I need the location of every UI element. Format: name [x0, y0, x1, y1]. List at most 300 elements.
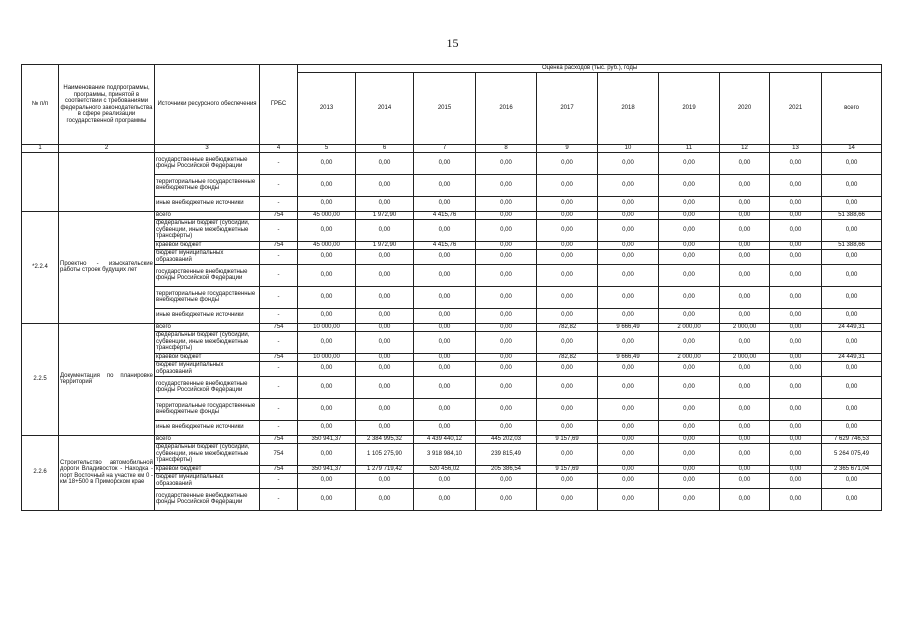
- cost-value: 0,00: [356, 353, 414, 361]
- cost-value: 0,00: [598, 241, 659, 249]
- cost-value: 2 000,00: [659, 353, 720, 361]
- cost-value: 0,00: [537, 473, 598, 488]
- cost-value: 0,00: [414, 323, 476, 331]
- cost-value: 0,00: [770, 308, 822, 323]
- cost-value: 350 941,37: [298, 435, 356, 443]
- cost-value: 0,00: [298, 152, 356, 174]
- grbs-code: -: [260, 376, 298, 398]
- cost-value: 3 918 984,10: [414, 443, 476, 465]
- cost-value: 0,00: [720, 398, 770, 420]
- grbs-code: -: [260, 361, 298, 376]
- cost-value: 0,00: [659, 443, 720, 465]
- cost-value: 0,00: [770, 211, 822, 219]
- cost-value: 0,00: [822, 331, 882, 353]
- cost-value: 0,00: [298, 331, 356, 353]
- cost-value: 0,00: [770, 361, 822, 376]
- cost-value: 0,00: [298, 398, 356, 420]
- cost-value: 0,00: [598, 420, 659, 435]
- item-name: Строительство автомобильной дороги Владивосток - Находка - порт Восточный на участке км 0 - км 18+500 в Приморском крае: [59, 435, 155, 510]
- cost-value: 0,00: [770, 331, 822, 353]
- cost-value: 0,00: [822, 420, 882, 435]
- grbs-code: -: [260, 196, 298, 211]
- cost-value: 0,00: [659, 174, 720, 196]
- cost-value: 0,00: [770, 465, 822, 473]
- cost-value: 0,00: [414, 286, 476, 308]
- year-header: 2014: [356, 73, 414, 145]
- cost-value: 2 365 671,04: [822, 465, 882, 473]
- cost-value: 0,00: [659, 264, 720, 286]
- cost-value: 350 941,37: [298, 465, 356, 473]
- cost-value: 0,00: [356, 376, 414, 398]
- cost-value: 0,00: [476, 211, 537, 219]
- column-number: 2: [59, 145, 155, 153]
- table-row: [22, 323, 882, 331]
- cost-value: 0,00: [414, 196, 476, 211]
- cost-value: 0,00: [298, 361, 356, 376]
- cost-value: 0,00: [356, 323, 414, 331]
- cost-value: 0,00: [770, 196, 822, 211]
- cost-value: 0,00: [598, 443, 659, 465]
- cost-value: 0,00: [414, 331, 476, 353]
- cost-value: 0,00: [598, 398, 659, 420]
- grbs-code: -: [260, 488, 298, 510]
- grbs-code: -: [260, 286, 298, 308]
- cost-value: 0,00: [822, 376, 882, 398]
- cost-value: 0,00: [822, 249, 882, 264]
- cost-value: 0,00: [770, 323, 822, 331]
- funding-source: иные внебюджетные источники: [155, 308, 260, 323]
- grbs-code: -: [260, 331, 298, 353]
- cost-value: 0,00: [720, 361, 770, 376]
- table-row: [22, 152, 882, 174]
- cost-value: 51 388,66: [822, 241, 882, 249]
- cost-value: 0,00: [598, 376, 659, 398]
- cost-value: 0,00: [822, 473, 882, 488]
- column-number: 3: [155, 145, 260, 153]
- cost-value: 205 386,54: [476, 465, 537, 473]
- cost-value: 1 972,90: [356, 211, 414, 219]
- cost-value: 0,00: [720, 211, 770, 219]
- cost-value: 0,00: [537, 211, 598, 219]
- item-number: 2.2.5: [22, 323, 59, 435]
- cost-value: 0,00: [356, 286, 414, 308]
- cost-value: 0,00: [298, 488, 356, 510]
- funding-source: бюджет муниципальных образований: [155, 249, 260, 264]
- grbs-code: -: [260, 264, 298, 286]
- column-number: 9: [537, 145, 598, 153]
- item-number: *2.2.4: [22, 211, 59, 323]
- cost-value: 0,00: [598, 465, 659, 473]
- column-number: 1: [22, 145, 59, 153]
- header-num: № п/п: [22, 65, 59, 145]
- cost-value: 0,00: [476, 264, 537, 286]
- cost-value: 0,00: [720, 286, 770, 308]
- cost-value: 0,00: [659, 286, 720, 308]
- page-number: 15: [446, 36, 459, 50]
- year-header: 2019: [659, 73, 720, 145]
- funding-source: территориальные государственные внебюджетные фонды: [155, 398, 260, 420]
- cost-value: 0,00: [414, 264, 476, 286]
- cost-value: 0,00: [770, 420, 822, 435]
- cost-value: 0,00: [356, 152, 414, 174]
- cost-value: 0,00: [356, 264, 414, 286]
- year-header: 2020: [720, 73, 770, 145]
- cost-value: 0,00: [298, 219, 356, 241]
- column-number: 4: [260, 145, 298, 153]
- cost-value: 0,00: [414, 249, 476, 264]
- cost-value: 0,00: [598, 264, 659, 286]
- header-name: Наименование подпрограммы, программы, принятой в соответствии с требованиями федерального законодательства в сфере реализации государственной программы: [59, 65, 155, 145]
- year-header: 2018: [598, 73, 659, 145]
- cost-value: 24 449,31: [822, 353, 882, 361]
- column-number: 14: [822, 145, 882, 153]
- cost-value: 0,00: [598, 361, 659, 376]
- cost-value: 9 157,69: [537, 435, 598, 443]
- cost-value: 0,00: [298, 174, 356, 196]
- cost-value: 782,82: [537, 353, 598, 361]
- cost-value: 0,00: [720, 465, 770, 473]
- cost-value: 0,00: [414, 420, 476, 435]
- year-header: 2021: [770, 73, 822, 145]
- column-number: 13: [770, 145, 822, 153]
- cost-value: 4 415,76: [414, 241, 476, 249]
- cost-value: 4 415,76: [414, 211, 476, 219]
- cost-value: 0,00: [720, 219, 770, 241]
- cost-value: 0,00: [598, 219, 659, 241]
- cost-value: 0,00: [598, 249, 659, 264]
- column-number: 12: [720, 145, 770, 153]
- cost-value: 0,00: [720, 420, 770, 435]
- cost-value: 0,00: [720, 264, 770, 286]
- cost-value: 9 666,49: [598, 353, 659, 361]
- grbs-code: 754: [260, 323, 298, 331]
- cost-value: 0,00: [822, 488, 882, 510]
- funding-source: территориальные государственные внебюджетные фонды: [155, 286, 260, 308]
- cost-value: 0,00: [598, 211, 659, 219]
- cost-value: 0,00: [770, 353, 822, 361]
- funding-source: бюджет муниципальных образований: [155, 361, 260, 376]
- cost-value: 0,00: [356, 361, 414, 376]
- grbs-code: 754: [260, 443, 298, 465]
- budget-table: [21, 64, 882, 511]
- cost-value: 0,00: [537, 443, 598, 465]
- cost-value: 0,00: [476, 286, 537, 308]
- year-header: 2017: [537, 73, 598, 145]
- cost-value: 0,00: [298, 286, 356, 308]
- cost-value: 0,00: [659, 219, 720, 241]
- column-number: 10: [598, 145, 659, 153]
- cost-value: 0,00: [720, 331, 770, 353]
- cost-value: 0,00: [298, 264, 356, 286]
- funding-source: краевой бюджет: [155, 241, 260, 249]
- cost-value: 2 000,00: [720, 323, 770, 331]
- cost-value: 0,00: [476, 323, 537, 331]
- funding-source: федеральный бюджет (субсидии, субвенции, иные межбюджетные трансферты): [155, 331, 260, 353]
- item-name: Проектно - изыскательские работы строек будущих лет: [59, 211, 155, 323]
- cost-value: 0,00: [537, 152, 598, 174]
- cost-value: 0,00: [659, 211, 720, 219]
- cost-value: 0,00: [476, 219, 537, 241]
- grbs-code: -: [260, 249, 298, 264]
- cost-value: 0,00: [720, 196, 770, 211]
- cost-value: 5 264 075,49: [822, 443, 882, 465]
- cost-value: 0,00: [770, 264, 822, 286]
- cost-value: 45 000,00: [298, 211, 356, 219]
- cost-value: 0,00: [770, 219, 822, 241]
- cost-value: 0,00: [356, 473, 414, 488]
- funding-source: федеральный бюджет (субсидии, субвенции, иные межбюджетные трансферты): [155, 443, 260, 465]
- grbs-code: -: [260, 219, 298, 241]
- cost-value: 0,00: [356, 249, 414, 264]
- cost-value: 0,00: [537, 286, 598, 308]
- cost-value: 0,00: [720, 443, 770, 465]
- cost-value: 0,00: [770, 376, 822, 398]
- item-number: 2.2.6: [22, 435, 59, 510]
- cost-value: 0,00: [298, 420, 356, 435]
- cost-value: 0,00: [822, 152, 882, 174]
- cost-value: 0,00: [537, 361, 598, 376]
- cost-value: 0,00: [356, 174, 414, 196]
- cost-value: 0,00: [770, 152, 822, 174]
- grbs-code: 754: [260, 211, 298, 219]
- cost-value: 1 105 275,90: [356, 443, 414, 465]
- cost-value: 0,00: [598, 435, 659, 443]
- cost-value: 0,00: [414, 488, 476, 510]
- cost-value: 0,00: [770, 473, 822, 488]
- cost-value: 0,00: [476, 174, 537, 196]
- cost-value: 0,00: [598, 196, 659, 211]
- column-number: 7: [414, 145, 476, 153]
- year-header: 2013: [298, 73, 356, 145]
- cost-value: 0,00: [770, 241, 822, 249]
- cost-value: 445 202,03: [476, 435, 537, 443]
- cost-value: 0,00: [356, 420, 414, 435]
- cost-value: 0,00: [356, 308, 414, 323]
- table-row: [22, 211, 882, 219]
- cost-value: 0,00: [537, 249, 598, 264]
- cost-value: 0,00: [298, 443, 356, 465]
- cost-value: 0,00: [822, 398, 882, 420]
- grbs-code: -: [260, 398, 298, 420]
- cost-value: 2 000,00: [720, 353, 770, 361]
- cost-value: 0,00: [720, 376, 770, 398]
- cost-value: 0,00: [298, 308, 356, 323]
- cost-value: 0,00: [822, 174, 882, 196]
- cost-value: 0,00: [356, 331, 414, 353]
- cost-value: 0,00: [720, 152, 770, 174]
- grbs-code: 754: [260, 241, 298, 249]
- cost-value: 0,00: [720, 473, 770, 488]
- cost-value: 0,00: [414, 219, 476, 241]
- cost-value: 0,00: [822, 196, 882, 211]
- cost-value: 0,00: [414, 473, 476, 488]
- cost-value: 0,00: [476, 488, 537, 510]
- cost-value: 0,00: [659, 249, 720, 264]
- cost-value: 0,00: [414, 152, 476, 174]
- cost-value: 0,00: [414, 398, 476, 420]
- cost-value: 2 000,00: [659, 323, 720, 331]
- cost-value: 45 000,00: [298, 241, 356, 249]
- grbs-code: 754: [260, 353, 298, 361]
- cost-value: 0,00: [659, 152, 720, 174]
- cost-value: 24 449,31: [822, 323, 882, 331]
- cost-value: 0,00: [822, 264, 882, 286]
- cost-value: 0,00: [356, 488, 414, 510]
- cost-value: 0,00: [770, 435, 822, 443]
- cost-value: 0,00: [659, 488, 720, 510]
- cost-value: 0,00: [298, 196, 356, 211]
- cost-value: 0,00: [822, 286, 882, 308]
- item-number: [22, 152, 59, 211]
- cost-value: 0,00: [476, 398, 537, 420]
- cost-value: 0,00: [659, 465, 720, 473]
- cost-value: 0,00: [476, 473, 537, 488]
- cost-value: 0,00: [598, 488, 659, 510]
- funding-source: иные внебюджетные источники: [155, 420, 260, 435]
- cost-value: 0,00: [822, 219, 882, 241]
- cost-value: 4 439 440,12: [414, 435, 476, 443]
- funding-source: бюджет муниципальных образований: [155, 473, 260, 488]
- cost-value: 0,00: [298, 376, 356, 398]
- cost-value: 0,00: [598, 473, 659, 488]
- cost-value: 0,00: [537, 174, 598, 196]
- column-number: 11: [659, 145, 720, 153]
- cost-value: 0,00: [414, 308, 476, 323]
- cost-value: 0,00: [659, 435, 720, 443]
- cost-value: 0,00: [659, 420, 720, 435]
- cost-value: 0,00: [659, 241, 720, 249]
- funding-source: государственные внебюджетные фонды Российской Федерации: [155, 376, 260, 398]
- cost-value: 0,00: [537, 331, 598, 353]
- cost-value: 0,00: [537, 196, 598, 211]
- header-sources: Источники ресурсного обеспечения: [155, 65, 260, 145]
- funding-source: всего: [155, 211, 260, 219]
- grbs-code: -: [260, 473, 298, 488]
- cost-value: 0,00: [537, 398, 598, 420]
- cost-value: 0,00: [537, 420, 598, 435]
- cost-value: 0,00: [476, 361, 537, 376]
- funding-source: краевой бюджет: [155, 465, 260, 473]
- year-header: всего: [822, 73, 882, 145]
- cost-value: 0,00: [659, 308, 720, 323]
- table-row: [22, 435, 882, 443]
- cost-value: 0,00: [598, 174, 659, 196]
- cost-value: 0,00: [414, 376, 476, 398]
- funding-source: краевой бюджет: [155, 353, 260, 361]
- cost-value: 0,00: [298, 473, 356, 488]
- cost-value: 0,00: [598, 286, 659, 308]
- cost-value: 0,00: [720, 249, 770, 264]
- column-number: 6: [356, 145, 414, 153]
- cost-value: 9 157,69: [537, 465, 598, 473]
- cost-value: 0,00: [598, 331, 659, 353]
- grbs-code: 754: [260, 465, 298, 473]
- funding-source: всего: [155, 435, 260, 443]
- year-header: 2015: [414, 73, 476, 145]
- cost-value: 0,00: [822, 361, 882, 376]
- cost-value: 520 456,02: [414, 465, 476, 473]
- grbs-code: -: [260, 420, 298, 435]
- cost-value: 0,00: [659, 331, 720, 353]
- cost-value: 0,00: [356, 219, 414, 241]
- item-name: [59, 152, 155, 211]
- cost-value: 0,00: [659, 473, 720, 488]
- grbs-code: 754: [260, 435, 298, 443]
- cost-value: 0,00: [476, 308, 537, 323]
- cost-value: 0,00: [770, 443, 822, 465]
- cost-value: 0,00: [720, 241, 770, 249]
- cost-value: 0,00: [476, 376, 537, 398]
- cost-value: 0,00: [537, 264, 598, 286]
- cost-value: 0,00: [659, 398, 720, 420]
- cost-value: 0,00: [476, 152, 537, 174]
- cost-value: 0,00: [476, 196, 537, 211]
- cost-value: 0,00: [414, 361, 476, 376]
- cost-value: 0,00: [476, 353, 537, 361]
- column-number: 5: [298, 145, 356, 153]
- funding-source: федеральный бюджет (субсидии, субвенции, иные межбюджетные трансферты): [155, 219, 260, 241]
- cost-value: 0,00: [537, 308, 598, 323]
- grbs-code: -: [260, 308, 298, 323]
- cost-value: 0,00: [537, 376, 598, 398]
- cost-value: 0,00: [537, 488, 598, 510]
- cost-value: 10 000,00: [298, 323, 356, 331]
- funding-source: государственные внебюджетные фонды Российской Федерации: [155, 488, 260, 510]
- funding-source: иные внебюджетные источники: [155, 196, 260, 211]
- cost-value: 0,00: [720, 435, 770, 443]
- cost-value: 0,00: [720, 174, 770, 196]
- cost-value: 0,00: [598, 152, 659, 174]
- cost-value: 10 000,00: [298, 353, 356, 361]
- cost-value: 0,00: [298, 249, 356, 264]
- cost-value: 1 972,90: [356, 241, 414, 249]
- cost-value: 0,00: [537, 241, 598, 249]
- cost-value: 0,00: [598, 308, 659, 323]
- grbs-code: -: [260, 152, 298, 174]
- funding-source: государственные внебюджетные фонды Российской Федерации: [155, 264, 260, 286]
- cost-value: 0,00: [476, 241, 537, 249]
- cost-value: 0,00: [659, 361, 720, 376]
- funding-source: государственные внебюджетные фонды Российской Федерации: [155, 152, 260, 174]
- header-grbs: ГРБС: [260, 65, 298, 145]
- cost-value: 0,00: [476, 331, 537, 353]
- cost-value: 0,00: [720, 488, 770, 510]
- cost-value: 0,00: [476, 420, 537, 435]
- cost-value: 7 629 746,53: [822, 435, 882, 443]
- cost-value: 0,00: [537, 219, 598, 241]
- cost-value: 0,00: [720, 308, 770, 323]
- cost-value: 0,00: [770, 286, 822, 308]
- header-costs: Оценка расходов (тыс. руб.), годы: [298, 65, 882, 73]
- cost-value: 9 666,49: [598, 323, 659, 331]
- cost-value: 0,00: [770, 488, 822, 510]
- cost-value: 0,00: [659, 376, 720, 398]
- cost-value: 1 279 719,42: [356, 465, 414, 473]
- cost-value: 0,00: [414, 174, 476, 196]
- cost-value: 0,00: [356, 196, 414, 211]
- cost-value: 51 388,66: [822, 211, 882, 219]
- cost-value: 239 815,49: [476, 443, 537, 465]
- cost-value: 0,00: [770, 249, 822, 264]
- cost-value: 0,00: [659, 196, 720, 211]
- cost-value: 0,00: [414, 353, 476, 361]
- cost-value: 0,00: [770, 174, 822, 196]
- funding-source: территориальные государственные внебюджетные фонды: [155, 174, 260, 196]
- funding-source: всего: [155, 323, 260, 331]
- cost-value: 0,00: [476, 249, 537, 264]
- column-number: 8: [476, 145, 537, 153]
- grbs-code: -: [260, 174, 298, 196]
